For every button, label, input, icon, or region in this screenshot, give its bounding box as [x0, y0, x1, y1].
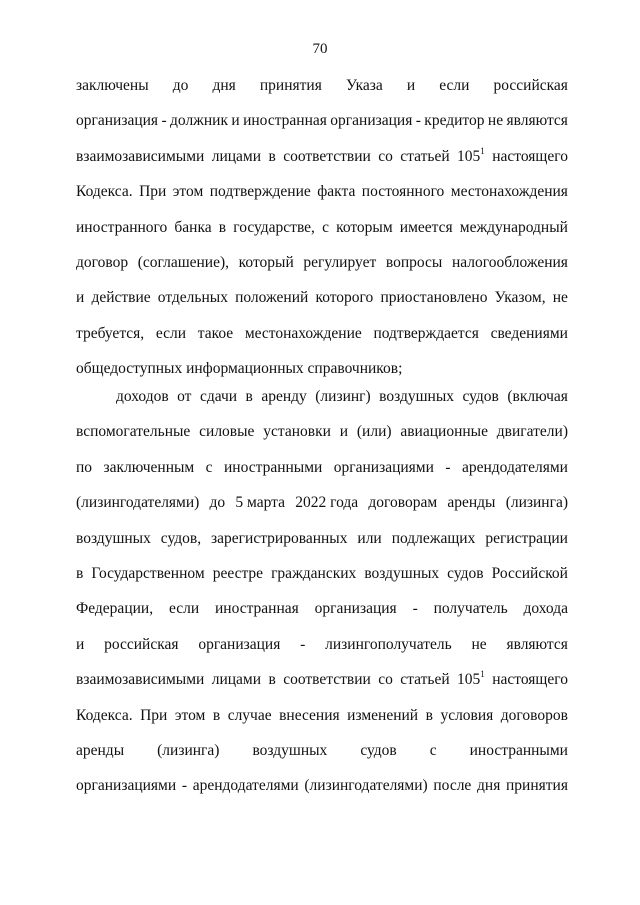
- word: При: [140, 706, 168, 724]
- word: вопросы: [385, 253, 443, 271]
- word: внесения: [279, 706, 340, 724]
- word: имеется: [399, 218, 453, 236]
- word: которого: [315, 289, 374, 307]
- word: зарегистрированных: [211, 529, 348, 547]
- word: международный: [459, 218, 568, 236]
- word: если: [439, 77, 470, 94]
- word: аренды: [447, 494, 496, 512]
- word: со: [378, 147, 393, 165]
- text-line: [76, 110, 568, 145]
- word: требуется,: [76, 324, 145, 342]
- text-line: [76, 705, 568, 740]
- word: которым: [336, 218, 393, 236]
- word: судов: [360, 741, 397, 759]
- text-line: [76, 386, 568, 421]
- text-line: [76, 740, 568, 775]
- word: подлежащих: [391, 529, 476, 547]
- word: и: [406, 77, 416, 94]
- word: заключенным: [103, 458, 195, 476]
- word: не: [487, 112, 504, 130]
- word: Указом,: [494, 289, 546, 307]
- word: арендодателями: [192, 777, 299, 795]
- word: Российской: [491, 564, 568, 582]
- word: положений: [235, 289, 309, 307]
- word: авиационные: [400, 423, 488, 441]
- word: организация: [330, 112, 413, 130]
- word: российская: [493, 77, 568, 94]
- word: подтверждение: [209, 183, 311, 201]
- word: организациями: [333, 458, 434, 476]
- word: который: [238, 253, 294, 271]
- word: иностранного: [76, 218, 168, 236]
- word: постоянного: [361, 183, 445, 201]
- text-line: [76, 217, 568, 252]
- word: сдачи: [199, 388, 238, 405]
- word: с: [429, 741, 437, 759]
- word: приостановлено: [380, 289, 488, 307]
- word: этом: [172, 183, 204, 201]
- word: (лизинга): [505, 494, 568, 512]
- word: в: [212, 706, 221, 724]
- word: (соглашение),: [137, 253, 230, 271]
- word: до: [172, 77, 189, 94]
- word: изменений: [347, 706, 419, 724]
- text-line: [76, 421, 568, 456]
- word: должник: [170, 112, 229, 130]
- word: При: [139, 183, 167, 201]
- word: настоящего: [492, 147, 568, 165]
- word: лицами: [211, 147, 262, 165]
- word: дня: [212, 77, 236, 94]
- word: (или): [356, 423, 392, 441]
- word: заключены: [76, 77, 149, 94]
- word: дохода: [523, 600, 568, 618]
- word: организациями: [76, 777, 177, 795]
- word: дня: [477, 777, 501, 795]
- word: иностранными: [224, 458, 323, 476]
- word: аренду: [261, 388, 307, 405]
- word: взаимозависимыми: [76, 671, 205, 689]
- word: (лизингодателями): [304, 777, 428, 795]
- superscript: 1: [480, 145, 485, 156]
- word: арендодателями: [461, 458, 568, 476]
- word: статьей: [400, 671, 450, 689]
- page-number: 70: [312, 41, 328, 57]
- word: иностранными: [469, 741, 568, 759]
- word: отдельных: [157, 289, 228, 307]
- word: местонахождение: [244, 324, 362, 342]
- word: не: [471, 635, 487, 653]
- word: установки: [263, 423, 331, 441]
- word: в: [245, 388, 253, 405]
- word: российская: [104, 635, 179, 653]
- word: -: [161, 112, 167, 130]
- word: воздушных: [379, 388, 454, 405]
- text-line: [76, 775, 568, 810]
- word: регулирует: [303, 253, 377, 271]
- word: $105^1$: [457, 145, 485, 165]
- text-line: [76, 634, 568, 669]
- word: кредитор: [424, 112, 485, 130]
- word: договор: [76, 253, 129, 271]
- word: если: [168, 600, 200, 618]
- word: в: [425, 706, 433, 724]
- word: в: [268, 671, 276, 689]
- text-line: [76, 457, 568, 492]
- word: являются: [506, 635, 568, 653]
- word: после: [433, 777, 472, 795]
- word: общедоступных информационных справочников;: [76, 360, 403, 378]
- word: соответствии: [283, 671, 371, 689]
- word: (лизинга): [157, 741, 220, 759]
- word: являются: [506, 112, 568, 130]
- word: реестре: [212, 564, 264, 582]
- word: условия: [440, 706, 494, 724]
- word: в: [76, 564, 84, 582]
- text-line: [76, 669, 568, 704]
- word: Указа: [345, 77, 383, 94]
- word: (лизинг): [315, 388, 371, 405]
- word: (включая: [507, 388, 568, 405]
- word: -: [412, 600, 418, 618]
- text-line: [76, 252, 568, 287]
- word: и: [231, 112, 240, 130]
- word: налогообложения: [451, 253, 568, 271]
- word: договорам: [368, 494, 438, 512]
- paragraph-1: [76, 75, 568, 394]
- text-line: [76, 287, 568, 322]
- word: воздушных: [364, 564, 440, 582]
- word: -: [181, 777, 188, 795]
- word: договоров: [500, 706, 568, 724]
- word: факта: [317, 183, 356, 201]
- text-line: [76, 492, 568, 527]
- word: сведениями: [490, 324, 568, 342]
- word: организация: [76, 112, 159, 130]
- word: 2022 года: [295, 494, 359, 512]
- word: такое: [197, 324, 234, 342]
- word: банка: [174, 218, 212, 236]
- word: в: [268, 147, 276, 165]
- word: получатель: [433, 600, 508, 618]
- word: гражданских: [271, 564, 357, 582]
- word: настоящего: [492, 671, 568, 689]
- word: $105^1$: [457, 668, 485, 689]
- word: не: [552, 289, 568, 307]
- word: или: [357, 529, 382, 547]
- word: статьей: [400, 147, 450, 165]
- word: со: [378, 671, 393, 689]
- text-line: [76, 323, 568, 358]
- word: и: [76, 635, 85, 653]
- word: иностранная: [214, 600, 299, 618]
- word: лизингополучатель: [325, 635, 452, 653]
- word: государстве,: [233, 218, 315, 236]
- word: -: [300, 635, 306, 653]
- word: Кодекса.: [76, 706, 133, 724]
- word: по: [76, 458, 93, 476]
- word: принятия: [506, 777, 568, 795]
- word: действие: [91, 289, 151, 307]
- word: соответствии: [283, 147, 371, 165]
- word: регистрации: [485, 529, 568, 547]
- word: подтверждается: [373, 324, 479, 342]
- word: воздушных: [76, 529, 151, 547]
- word: 5 марта: [235, 494, 286, 512]
- text-line: [76, 181, 568, 216]
- word: местонахождения: [450, 183, 568, 201]
- word: иностранная: [243, 112, 327, 130]
- text-line: [76, 75, 568, 110]
- word: этом: [174, 706, 206, 724]
- word: двигатели): [496, 423, 568, 441]
- word: -: [445, 458, 451, 476]
- word: организация: [314, 600, 397, 618]
- text-line: [76, 563, 568, 598]
- word: случае: [227, 706, 272, 724]
- word: с: [322, 218, 329, 236]
- word: судов,: [160, 529, 202, 547]
- word: Федерации,: [76, 600, 154, 618]
- paragraph-2: [76, 386, 568, 811]
- word: если: [155, 324, 187, 342]
- word: аренды: [76, 741, 125, 759]
- word: принятия: [259, 77, 322, 94]
- word: в: [218, 218, 227, 236]
- word: лицами: [211, 671, 262, 689]
- word: доходов: [116, 388, 169, 405]
- word: Кодекса.: [76, 183, 133, 201]
- word: от: [177, 388, 192, 405]
- word: и: [339, 423, 349, 441]
- word: взаимозависимыми: [76, 147, 205, 165]
- word: судов: [462, 388, 499, 405]
- text-line: [76, 146, 568, 181]
- text-line: [76, 598, 568, 633]
- word: судов: [447, 564, 484, 582]
- text-line: [76, 528, 568, 563]
- word: с: [205, 458, 213, 476]
- word: (лизингодателями): [76, 494, 200, 512]
- word: до: [209, 494, 226, 512]
- word: вспомогательные: [76, 423, 191, 441]
- word: силовые: [199, 423, 255, 441]
- word: Государственном: [91, 564, 205, 582]
- word: воздушных: [252, 741, 328, 759]
- superscript: 1: [480, 668, 485, 679]
- word: организация: [198, 635, 281, 653]
- word: -: [415, 112, 421, 130]
- word: и: [76, 289, 85, 307]
